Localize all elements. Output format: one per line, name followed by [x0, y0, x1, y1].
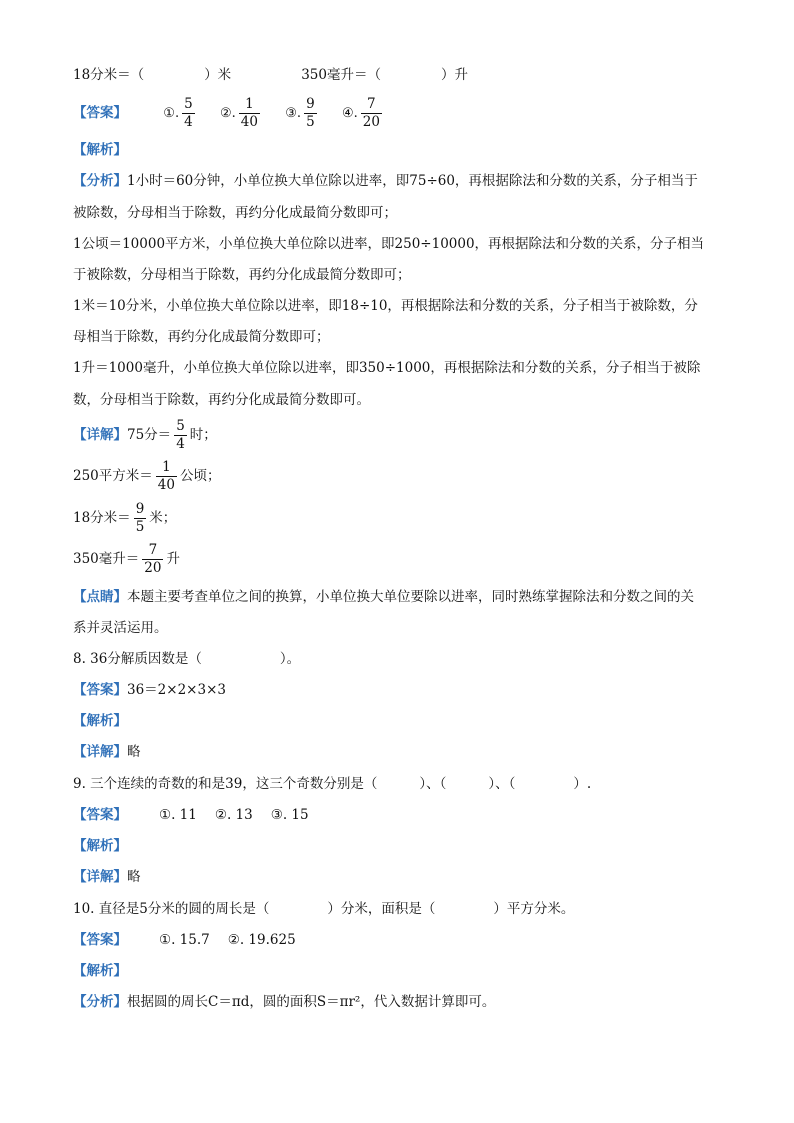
dianjing-line: 系并灵活运用。 — [73, 620, 168, 636]
q7-part3-text: 18分米＝（ — [73, 67, 145, 83]
fenxi-line: 数，分母相当于除数，再约分化成最简分数即可。 — [73, 392, 370, 408]
fraction: $\frac{5}{4}$ — [184, 96, 193, 130]
answer-tag: 【答案】 — [73, 807, 127, 823]
q7-part4-text: 350毫升＝（ — [301, 67, 381, 83]
question-8: 8. 36分解质因数是（ ）。 — [73, 651, 301, 667]
q7-part4-unit: ）升 — [440, 67, 468, 83]
q7-answer-item: ③. $\frac{9}{5}$ — [285, 96, 315, 130]
fenxi-line: 【分析】1小时＝60分钟，小单位换大单位除以进率，即75÷60，再根据除法和分数的关系，分子相当于 — [73, 173, 698, 189]
fenxi-line: 被除数，分母相当于除数，再约分化成最简分数即可； — [73, 205, 397, 221]
detail-row: 250平方米＝ $\frac{1}{40}$ 公顷； — [73, 459, 221, 493]
fenxi-line: 1公顷＝10000平方米，小单位换大单位除以进率，即250÷10000，再根据除法和分数的关系，分子相当 — [73, 236, 705, 252]
fraction: $\frac{9}{5}$ — [306, 96, 315, 130]
answer-tag: 【答案】 — [73, 682, 127, 698]
answer-tag: 【答案】 — [73, 932, 127, 948]
fenxi-line: 1米＝10分米，小单位换大单位除以进率，即18÷10，再根据除法和分数的关系，分子相当于被除数，分 — [73, 298, 698, 314]
fraction: $\frac{7}{20}$ — [362, 96, 380, 130]
dianjing-line: 【点睛】本题主要考查单位之间的换算，小单位换大单位要除以进率，同时熟练掌握除法和分数之间的关 — [73, 589, 694, 605]
q7-answer-row — [73, 95, 403, 132]
fenxi-tag: 【分析】 — [73, 994, 127, 1010]
q9-detail: 【详解】略 — [73, 869, 141, 885]
q9-answer: 【答案】 ①. 11 ②. 13 ③. 15 — [73, 807, 309, 823]
q10-fenxi: 【分析】根据圆的周长C＝πd，圆的面积S＝πr²，代入数据计算即可。 — [73, 994, 496, 1010]
fenxi-line: 于被除数，分母相当于除数，再约分化成最简分数即可； — [73, 267, 411, 283]
analysis-tag: 【解析】 — [73, 963, 127, 979]
question-10: 10. 直径是5分米的圆的周长是（ ）分米，面积是（ ）平方分米。 — [73, 901, 575, 917]
answer-tag: 【答案】 — [73, 105, 127, 121]
analysis-tag: 【解析】 — [73, 713, 127, 729]
detail-tag: 【详解】 — [73, 869, 127, 885]
q7-answer-item: ④. $\frac{7}{20}$ — [341, 96, 380, 130]
question-9: 9. 三个连续的奇数的和是39，这三个奇数分别是（ ）、（ ）、（ ）. — [73, 776, 592, 792]
fraction: $\frac{7}{20}$ — [144, 542, 162, 576]
fenxi-tag: 【分析】 — [73, 173, 127, 189]
question-7-tail — [73, 66, 468, 84]
fraction: $\frac{9}{5}$ — [135, 501, 145, 535]
q7-answer-item: ②. $\frac{1}{40}$ — [219, 96, 258, 130]
dianjing-tag: 【点睛】 — [73, 589, 127, 605]
fraction: $\frac{1}{40}$ — [240, 96, 258, 130]
detail-row: 【详解】75分＝ $\frac{5}{4}$ 时； — [73, 418, 217, 452]
fenxi-line: 1升＝1000毫升，小单位换大单位除以进率，即350÷1000，再根据除法和分数的关系，分子相当于被除 — [73, 360, 701, 376]
fraction: $\frac{1}{40}$ — [157, 459, 175, 493]
analysis-tag: 【解析】 — [73, 142, 127, 158]
fenxi-line: 母相当于除数，再约分化成最简分数即可； — [73, 329, 330, 345]
q8-detail: 【详解】略 — [73, 744, 141, 760]
detail-tag: 【详解】 — [73, 427, 127, 443]
analysis-tag: 【解析】 — [73, 838, 127, 854]
detail-tag: 【详解】 — [73, 744, 127, 760]
fraction: $\frac{5}{4}$ — [176, 418, 185, 452]
q7-part3-unit: ）米 — [204, 67, 232, 83]
q7-answer-item: ①. $\frac{5}{4}$ — [163, 96, 193, 130]
q8-answer: 【答案】36＝2×2×3×3 — [73, 682, 226, 698]
detail-row: 350毫升＝ $\frac{7}{20}$ 升 — [73, 542, 180, 576]
detail-row: 18分米＝ $\frac{9}{5}$ 米； — [73, 501, 177, 535]
q10-answer: 【答案】 ①. 15.7 ②. 19.625 — [73, 932, 296, 948]
